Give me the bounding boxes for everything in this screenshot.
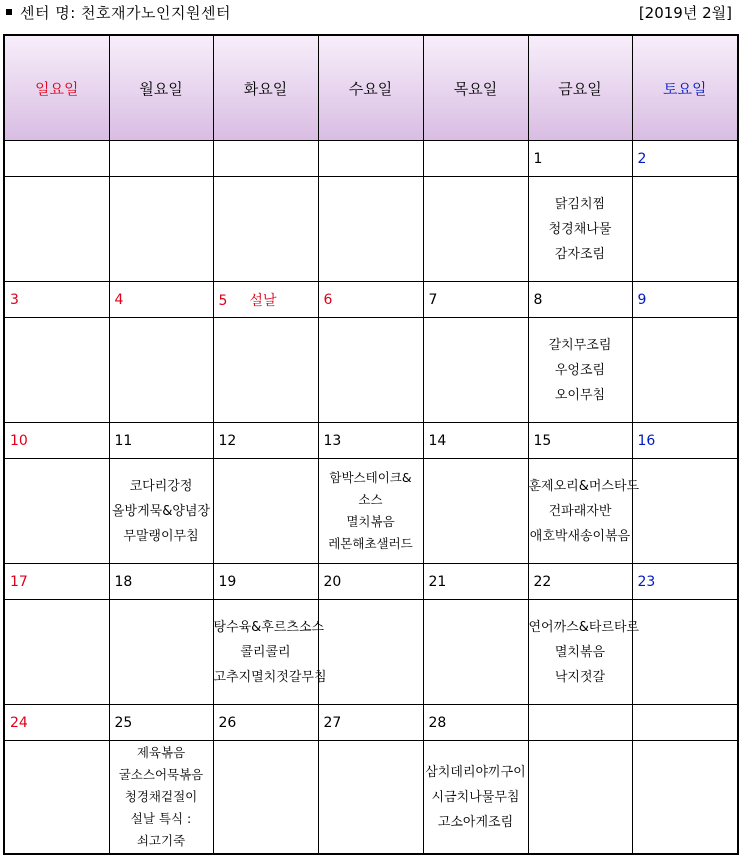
menu-item: 애호박새송이볶음 [529, 528, 631, 544]
date-cell [109, 423, 213, 459]
date-number: 13 [323, 432, 342, 449]
page-header [0, 0, 740, 26]
date-cell [4, 141, 109, 177]
date-cell [109, 705, 213, 741]
date-number: 1 [533, 150, 543, 167]
date-number: 10 [10, 432, 28, 449]
date-number: 9 [637, 291, 647, 308]
date-cell [318, 282, 423, 318]
menu-cell [423, 459, 528, 564]
menu-cell [632, 318, 738, 423]
date-number: 27 [323, 714, 342, 731]
menu-cell [4, 741, 109, 855]
menu-item: 함박스테이크& [329, 470, 412, 485]
menu-cell [423, 741, 528, 855]
date-cell [318, 705, 423, 741]
date-row [4, 282, 738, 318]
menu-item: 코다리강정 [129, 478, 193, 494]
menu-cell [318, 177, 423, 282]
date-number: 16 [637, 432, 656, 449]
date-cell [423, 282, 528, 318]
menu-cell [318, 741, 423, 855]
menu-item: 고추지멸치젓갈무침 [213, 669, 327, 685]
date-number: 2 [637, 150, 647, 167]
menu-item: 갈치무조림 [548, 337, 612, 353]
menu-cell [109, 741, 213, 855]
menu-item: 제육볶음 [136, 745, 186, 760]
date-cell [632, 705, 738, 741]
menu-row [4, 177, 738, 282]
date-cell [632, 423, 738, 459]
menu-item: 낙지젓갈 [554, 669, 606, 685]
menu-item: 고소아게조림 [437, 814, 514, 830]
date-cell [4, 282, 109, 318]
menu-item: 설날 특식 : [130, 811, 192, 826]
date-cell [213, 141, 318, 177]
date-number: 26 [218, 714, 237, 731]
menu-list [110, 474, 213, 549]
date-number: 4 [114, 291, 124, 308]
menu-item: 굴소스어묵볶음 [118, 767, 204, 782]
date-cell [4, 423, 109, 459]
menu-cell [213, 318, 318, 423]
date-row [4, 705, 738, 741]
menu-cell [318, 600, 423, 705]
menu-item: 감자조림 [554, 246, 606, 262]
date-number: 15 [533, 432, 552, 449]
menu-cell [528, 459, 640, 564]
menu-list [110, 742, 213, 852]
menu-list [529, 192, 632, 267]
menu-cell [528, 318, 632, 423]
date-cell [423, 564, 528, 600]
date-number: 21 [428, 573, 447, 590]
date-cell [423, 423, 528, 459]
menu-item: 멸치볶음 [554, 644, 606, 660]
menu-cell [109, 177, 213, 282]
menu-item: 청경채나물 [548, 221, 612, 237]
menu-item: 멸치볶음 [346, 514, 395, 529]
menu-cell [4, 318, 109, 423]
date-cell [213, 282, 318, 318]
date-cell [318, 141, 423, 177]
menu-item: 청경채겉절이 [124, 789, 198, 804]
menu-cell [632, 600, 738, 705]
weekday-header: 화요일 [213, 35, 318, 141]
date-cell [632, 564, 738, 600]
menu-cell [423, 600, 528, 705]
date-cell [213, 564, 318, 600]
menu-item: 삼치데리야끼구이 [425, 764, 526, 780]
menu-cell [4, 459, 109, 564]
date-number: 25 [114, 714, 133, 731]
menu-item: 연어까스&타르타르 [528, 619, 640, 635]
date-row [4, 564, 738, 600]
menu-item: 레몬해초샐러드 [328, 536, 413, 551]
menu-cell [213, 177, 318, 282]
date-number: 7 [428, 291, 438, 308]
date-number: 12 [218, 432, 237, 449]
weekday-header: 월요일 [109, 35, 213, 141]
weekday-header: 목요일 [423, 35, 528, 141]
date-row [4, 423, 738, 459]
weekday-header: 금요일 [528, 35, 632, 141]
date-number: 8 [533, 291, 543, 308]
date-cell [632, 282, 738, 318]
date-number: 14 [428, 432, 447, 449]
date-number: 19 [218, 573, 237, 590]
menu-item: 무말랭이무침 [123, 528, 199, 544]
period-label: [2019년 2월] [638, 4, 732, 22]
date-cell [528, 564, 632, 600]
menu-item: 우엉조림 [554, 362, 606, 378]
menu-list [319, 467, 423, 555]
menu-row [4, 600, 738, 705]
menu-cell [528, 177, 632, 282]
menu-cell [213, 600, 327, 705]
weekday-header: 수요일 [318, 35, 423, 141]
meal-calendar [3, 34, 739, 855]
holiday-label: 설날 [249, 292, 277, 309]
menu-cell [109, 459, 213, 564]
date-cell [213, 423, 318, 459]
menu-cell [632, 459, 738, 564]
menu-item: 건파래자반 [548, 503, 612, 519]
date-cell [528, 141, 632, 177]
date-cell [4, 564, 109, 600]
menu-item: 소스 [358, 492, 383, 507]
date-cell [318, 423, 423, 459]
date-cell [4, 705, 109, 741]
menu-cell [213, 741, 318, 855]
menu-cell [528, 741, 632, 855]
menu-cell [632, 741, 738, 855]
date-row [4, 141, 738, 177]
date-number: 23 [637, 573, 656, 590]
menu-cell [318, 318, 423, 423]
date-number: 11 [114, 432, 133, 449]
menu-item: 올방게묵&양념장 [111, 503, 211, 519]
menu-cell [423, 177, 528, 282]
date-number: 3 [10, 291, 19, 308]
menu-item: 닭김치찜 [554, 196, 606, 212]
menu-item: 탕수육&후르츠소스 [213, 619, 325, 635]
menu-cell [4, 177, 109, 282]
date-number: 24 [10, 714, 28, 731]
menu-row [4, 459, 738, 564]
date-cell [109, 282, 213, 318]
menu-row [4, 741, 738, 855]
center-name: 센터 명: 천호재가노인지원센터 [20, 4, 231, 22]
date-cell [109, 564, 213, 600]
date-cell [528, 423, 632, 459]
menu-list [529, 333, 632, 408]
menu-item: 콜리콜리 [240, 644, 291, 660]
menu-item: 훈제오리&머스타드 [528, 478, 640, 494]
date-cell [528, 705, 632, 741]
menu-list [424, 760, 528, 835]
menu-cell [632, 177, 738, 282]
menu-cell [109, 600, 213, 705]
menu-cell [109, 318, 213, 423]
menu-list [213, 615, 327, 690]
date-number: 17 [10, 573, 28, 590]
date-cell [423, 705, 528, 741]
menu-cell [318, 459, 423, 564]
date-cell [423, 141, 528, 177]
date-number: 28 [428, 714, 447, 731]
date-cell [632, 141, 738, 177]
date-number: 22 [533, 573, 552, 590]
bullet-icon [6, 9, 12, 15]
menu-list [528, 474, 640, 549]
menu-item: 시금치나물무침 [431, 789, 520, 805]
weekday-header-row [4, 35, 738, 141]
menu-cell [4, 600, 109, 705]
date-number: 20 [323, 573, 342, 590]
menu-cell [423, 318, 528, 423]
weekday-header: 토요일 [632, 35, 738, 141]
date-cell [318, 564, 423, 600]
menu-item: 오이무침 [554, 387, 606, 403]
date-cell [528, 282, 632, 318]
date-cell [213, 705, 318, 741]
menu-item: 쇠고기죽 [136, 833, 186, 848]
menu-row [4, 318, 738, 423]
menu-list [528, 615, 640, 690]
date-number: 5 [218, 292, 228, 309]
date-number: 6 [323, 291, 333, 308]
menu-cell [528, 600, 640, 705]
date-number: 18 [114, 573, 133, 590]
menu-cell [213, 459, 318, 564]
weekday-header: 일요일 [4, 35, 109, 141]
date-cell [109, 141, 213, 177]
